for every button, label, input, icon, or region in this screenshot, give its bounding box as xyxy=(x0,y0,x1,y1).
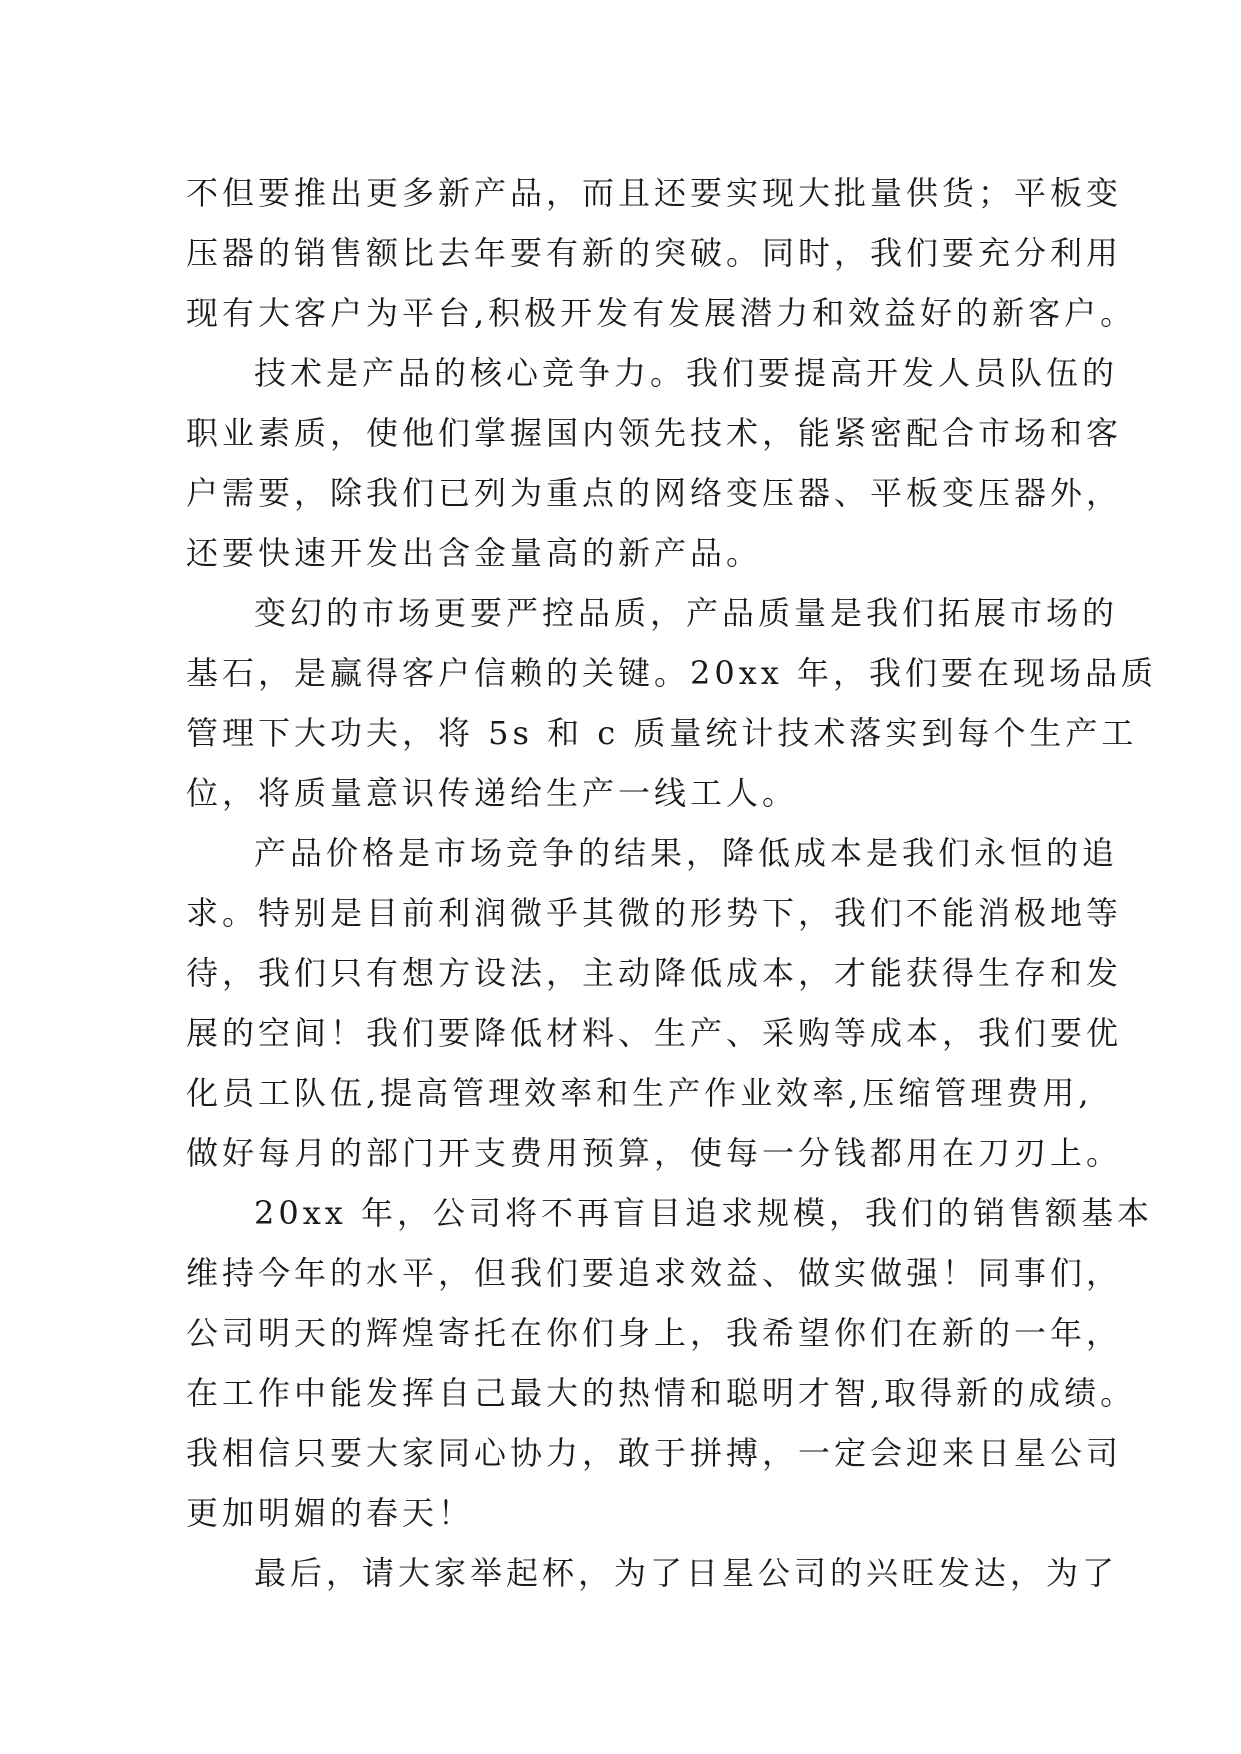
text-line: 我相信只要大家同心协力，敢于拼搏，一定会迎来日星公司 xyxy=(186,1434,1123,1472)
text-line: 现有大客户为平台,积极开发有发展潜力和效益好的新客户。 xyxy=(186,294,1137,332)
text-line: 化员工队伍,提高管理效率和生产作业效率,压缩管理费用, xyxy=(186,1074,1093,1112)
paragraph-start-line: 变幻的市场更要严控品质，产品质量是我们拓展市场的 xyxy=(254,594,1119,632)
text-line: 压器的销售额比去年要有新的突破。同时，我们要充分利用 xyxy=(186,234,1123,272)
paragraph-start-line: 最后，请大家举起杯，为了日星公司的兴旺发达，为了 xyxy=(254,1554,1119,1592)
text-line: 做好每月的部门开支费用预算，使每一分钱都用在刀刃上。 xyxy=(186,1134,1123,1172)
text-line: 基石，是赢得客户信赖的关键。20xx 年，我们要在现场品质 xyxy=(186,654,1157,692)
text-line: 职业素质，使他们掌握国内领先技术，能紧密配合市场和客 xyxy=(186,414,1123,452)
paragraph-start-line: 产品价格是市场竞争的结果，降低成本是我们永恒的追 xyxy=(254,834,1119,872)
text-line: 更加明媚的春天！ xyxy=(186,1494,475,1532)
text-line: 户需要，除我们已列为重点的网络变压器、平板变压器外， xyxy=(186,474,1123,512)
text-line: 展的空间！我们要降低材料、生产、采购等成本，我们要优 xyxy=(186,1014,1123,1052)
text-line: 求。特别是目前利润微乎其微的形势下，我们不能消极地等 xyxy=(186,894,1123,932)
paragraph-start-line: 技术是产品的核心竞争力。我们要提高开发人员队伍的 xyxy=(254,354,1119,392)
text-line: 还要快速开发出含金量高的新产品。 xyxy=(186,534,763,572)
paragraph-start-line: 20xx 年，公司将不再盲目追求规模，我们的销售额基本 xyxy=(254,1194,1153,1232)
text-line: 待，我们只有想方设法，主动降低成本，才能获得生存和发 xyxy=(186,954,1123,992)
document-body xyxy=(186,163,1157,1603)
text-line: 不但要推出更多新产品，而且还要实现大批量供货；平板变 xyxy=(186,174,1123,212)
text-line: 维持今年的水平，但我们要追求效益、做实做强！同事们， xyxy=(186,1254,1123,1292)
text-line: 公司明天的辉煌寄托在你们身上，我希望你们在新的一年， xyxy=(186,1314,1123,1352)
text-line: 管理下大功夫，将 5s 和 c 质量统计技术落实到每个生产工 xyxy=(186,714,1138,752)
text-line: 在工作中能发挥自己最大的热情和聪明才智,取得新的成绩。 xyxy=(186,1374,1137,1412)
text-line: 位，将质量意识传递给生产一线工人。 xyxy=(186,774,799,812)
